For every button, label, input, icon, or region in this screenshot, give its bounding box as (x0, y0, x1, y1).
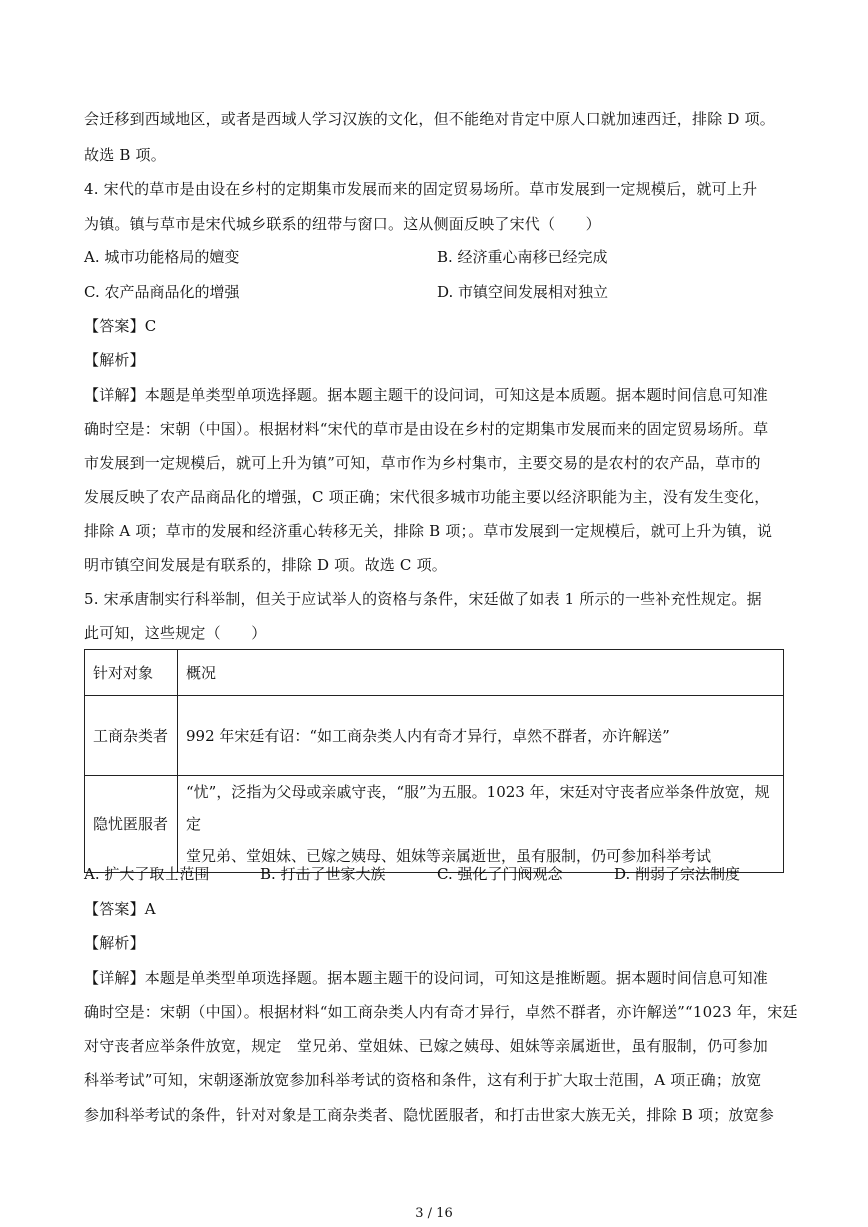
q5-analysis-heading: 【解析】 (84, 934, 145, 952)
table-cell-target: 隐忧匿服者 (85, 776, 178, 873)
question-5-stem: 此可知，这些规定（ ） (84, 624, 267, 642)
page-number: 3 / 16 (415, 1206, 453, 1221)
table-header-cell: 概况 (178, 650, 784, 696)
q4-analysis-heading: 【解析】 (84, 351, 145, 369)
q5-answer: 【答案】A (84, 900, 156, 918)
q5-explanation-line: 【详解】本题是单类型单项选择题。据本题主题干的设问词，可知这是推断题。据本题时间信息可知准 (84, 969, 769, 987)
q4-explanation-line: 市发展到一定规模后，就可上升为镇”可知，草市作为乡村集市，主要交易的是农村的农产品，草市的 (84, 454, 761, 472)
q5-option-b: B. 打击了世家大族 (260, 865, 386, 883)
q4-explanation-line: 明市镇空间发展是有联系的，排除 D 项。故选 C 项。 (84, 556, 447, 574)
table-cell-desc-line: 堂兄弟、堂姐妹、已嫁之姨母、姐妹等亲属逝世，虽有服制，仍可参加科举考试 (186, 847, 712, 865)
q4-explanation-line: 发展反映了农产品商品化的增强，C 项正确；宋代很多城市功能主要以经济职能为主，没有发生变化， (84, 488, 770, 506)
q4-option-b: B. 经济重心南移已经完成 (437, 248, 608, 266)
table-row (85, 776, 784, 873)
q5-option-d: D. 削弱了宗法制度 (614, 865, 741, 883)
q5-explanation-line: 确时空是：宋朝（中国）。根据材料“如工商杂类人内有奇才异行，卓然不群者，亦许解送”“1023 年，宋廷 (84, 1003, 798, 1021)
q4-explanation-line: 确时空是：宋朝（中国）。根据材料“宋代的草市是由设在乡村的定期集市发展而来的固定贸易场所。草 (84, 420, 769, 438)
question-5-stem: 5. 宋承唐制实行科举制，但关于应试举人的资格与条件，宋廷做了如表 1 所示的一些补充性规定。据 (84, 590, 762, 608)
q4-explanation-line: 【详解】本题是单类型单项选择题。据本题主题干的设问词，可知这是本质题。据本题时间信息可知准 (84, 386, 769, 404)
q5-explanation-line: 对守丧者应举条件放宽，规定 堂兄弟、堂姐妹、已嫁之姨母、姐妹等亲属逝世，虽有服制，仍可参加 (84, 1037, 769, 1055)
q5-option-a: A. 扩大了取士范围 (84, 865, 210, 883)
table-row (85, 696, 784, 776)
q4-option-d: D. 市镇空间发展相对独立 (437, 283, 609, 301)
q4-explanation-line: 排除 A 项；草市的发展和经济重心转移无关，排除 B 项；。草市发展到一定规模后，就可上升为镇，说 (84, 522, 773, 540)
question-4-stem: 为镇。镇与草市是宋代城乡联系的纽带与窗口。这从侧面反映了宋代（ ） (84, 215, 601, 233)
table-cell-desc: 992 年宋廷有诏：“如工商杂类人内有奇才异行，卓然不群者，亦许解送” (178, 696, 784, 776)
q5-explanation-line: 参加科举考试的条件，针对对象是工商杂类者、隐忧匿服者，和打击世家大族无关，排除 B 项；放宽参 (84, 1106, 774, 1124)
table-cell-desc-line: “忧”，泛指为父母或亲戚守丧，“服”为五服。1023 年，宋廷对守丧者应举条件放宽，规定 (186, 783, 770, 833)
q4-answer: 【答案】C (84, 317, 157, 335)
text-line: 会迁移到西域地区，或者是西域人学习汉族的文化，但不能绝对肯定中原人口就加速西迁，排除 D 项。 (84, 110, 775, 128)
q4-option-c: C. 农产品商品化的增强 (84, 283, 240, 301)
question-4-stem: 4. 宋代的草市是由设在乡村的定期集市发展而来的固定贸易场所。草市发展到一定规模后，就可上升 (84, 180, 758, 198)
text-line: 故选 B 项。 (84, 146, 166, 164)
table-cell-desc (178, 776, 784, 873)
q5-explanation-line: 科举考试”可知，宋朝逐渐放宽参加科举考试的资格和条件，这有利于扩大取士范围，A 项正确；放宽 (84, 1071, 762, 1089)
table-cell-target: 工商杂类者 (85, 696, 178, 776)
table-row (85, 650, 784, 696)
q4-option-a: A. 城市功能格局的嬗变 (84, 248, 240, 266)
table-header-cell: 针对对象 (85, 650, 178, 696)
q5-option-c: C. 强化了门阀观念 (437, 865, 563, 883)
q5-table (84, 649, 784, 873)
